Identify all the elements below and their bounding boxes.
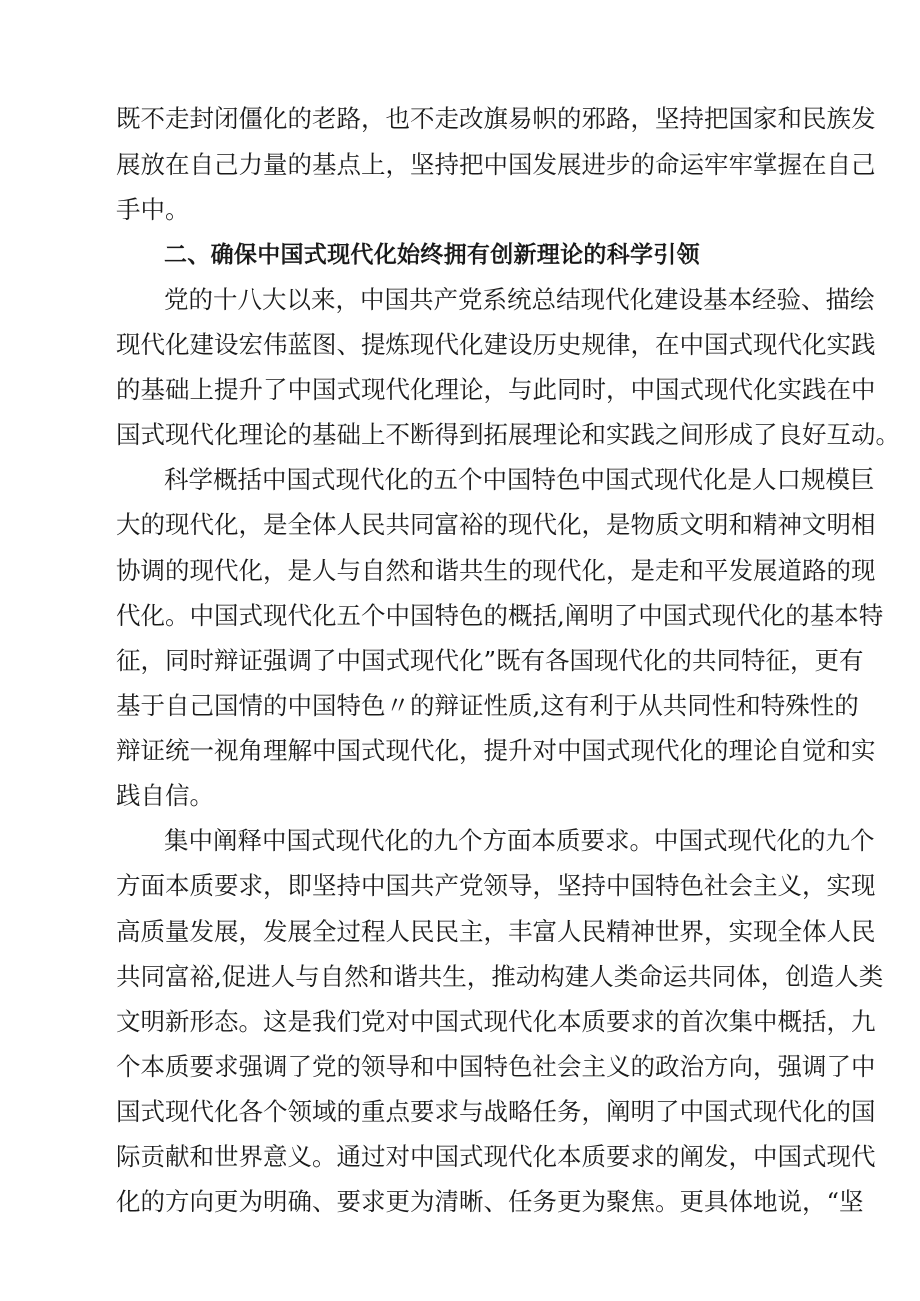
para3-line-9: 化的方向更为明确、要求更为清晰、任务更为聚焦。更具体地说，“坚 [116,1187,864,1216]
para1-line-4: 国式现代化理论的基础上不断得到拓展理论和实践之间形成了良好互动。 [116,420,900,449]
para3-line-1: 集中阐释中国式现代化的九个方面本质要求。中国式现代化的九个 [164,826,875,855]
para3-line-2: 方面本质要求，即坚持中国共产党领导，坚持中国特色社会主义，实现 [116,871,876,900]
para0-line-3: 手中。 [116,195,190,224]
para2-line-8: 践自信。 [116,781,214,810]
para2-line-4: 代化。中国式现代化五个中国特色的概括,阐明了中国式现代化的基本特 [116,601,884,630]
para2-line-1: 科学概括中国式现代化的五个中国特色中国式现代化是人口规模巨 [164,465,875,494]
para1-line-1: 党的十八大以来，中国共产党系统总结现代化建设基本经验、描绘 [164,285,875,314]
para2-line-2: 大的现代化，是全体人民共同富裕的现代化，是物质文明和精神文明相 [116,510,876,539]
para1-line-3: 的基础上提升了中国式现代化理论，与此同时，中国式现代化实践在中 [116,375,876,404]
para0-line-1: 既不走封闭僵化的老路，也不走改旗易帜的邪路，坚持把国家和民族发 [116,104,876,133]
para2-line-6: 基于自己国情的中国特色〃的辩证性质,这有利于从共同性和特殊性的 [116,691,859,720]
para3-line-3: 高质量发展，发展全过程人民民主，丰富人民精神世界，实现全体人民 [116,917,876,946]
section-heading: 二、确保中国式现代化始终拥有创新理论的科学引领 [164,242,700,268]
para0-line-2: 展放在自己力量的基点上，坚持把中国发展进步的命运牢牢掌握在自己 [116,150,876,179]
para2-line-7: 辩证统一视角理解中国式现代化，提升对中国式现代化的理论自觉和实 [116,736,876,765]
para2-line-5: 征，同时辩证强调了中国式现代化”既有各国现代化的共同特征，更有 [116,646,864,675]
para3-line-5: 文明新形态。这是我们党对中国式现代化本质要求的首次集中概括，九 [116,1007,876,1036]
para3-line-6: 个本质要求强调了党的领导和中国特色社会主义的政治方向，强调了中 [116,1052,876,1081]
para2-line-3: 协调的现代化，是人与自然和谐共生的现代化，是走和平发展道路的现 [116,556,876,585]
para3-line-8: 际贡献和世界意义。通过对中国式现代化本质要求的阐发，中国式现代 [116,1142,876,1171]
para3-line-4: 共同富裕,促进人与自然和谐共生，推动构建人类命运共同体，创造人类 [116,962,884,991]
para3-line-7: 国式现代化各个领域的重点要求与战略任务，阐明了中国式现代化的国 [116,1097,876,1126]
para1-line-2: 现代化建设宏伟蓝图、提炼现代化建设历史规律，在中国式现代化实践 [116,330,876,359]
